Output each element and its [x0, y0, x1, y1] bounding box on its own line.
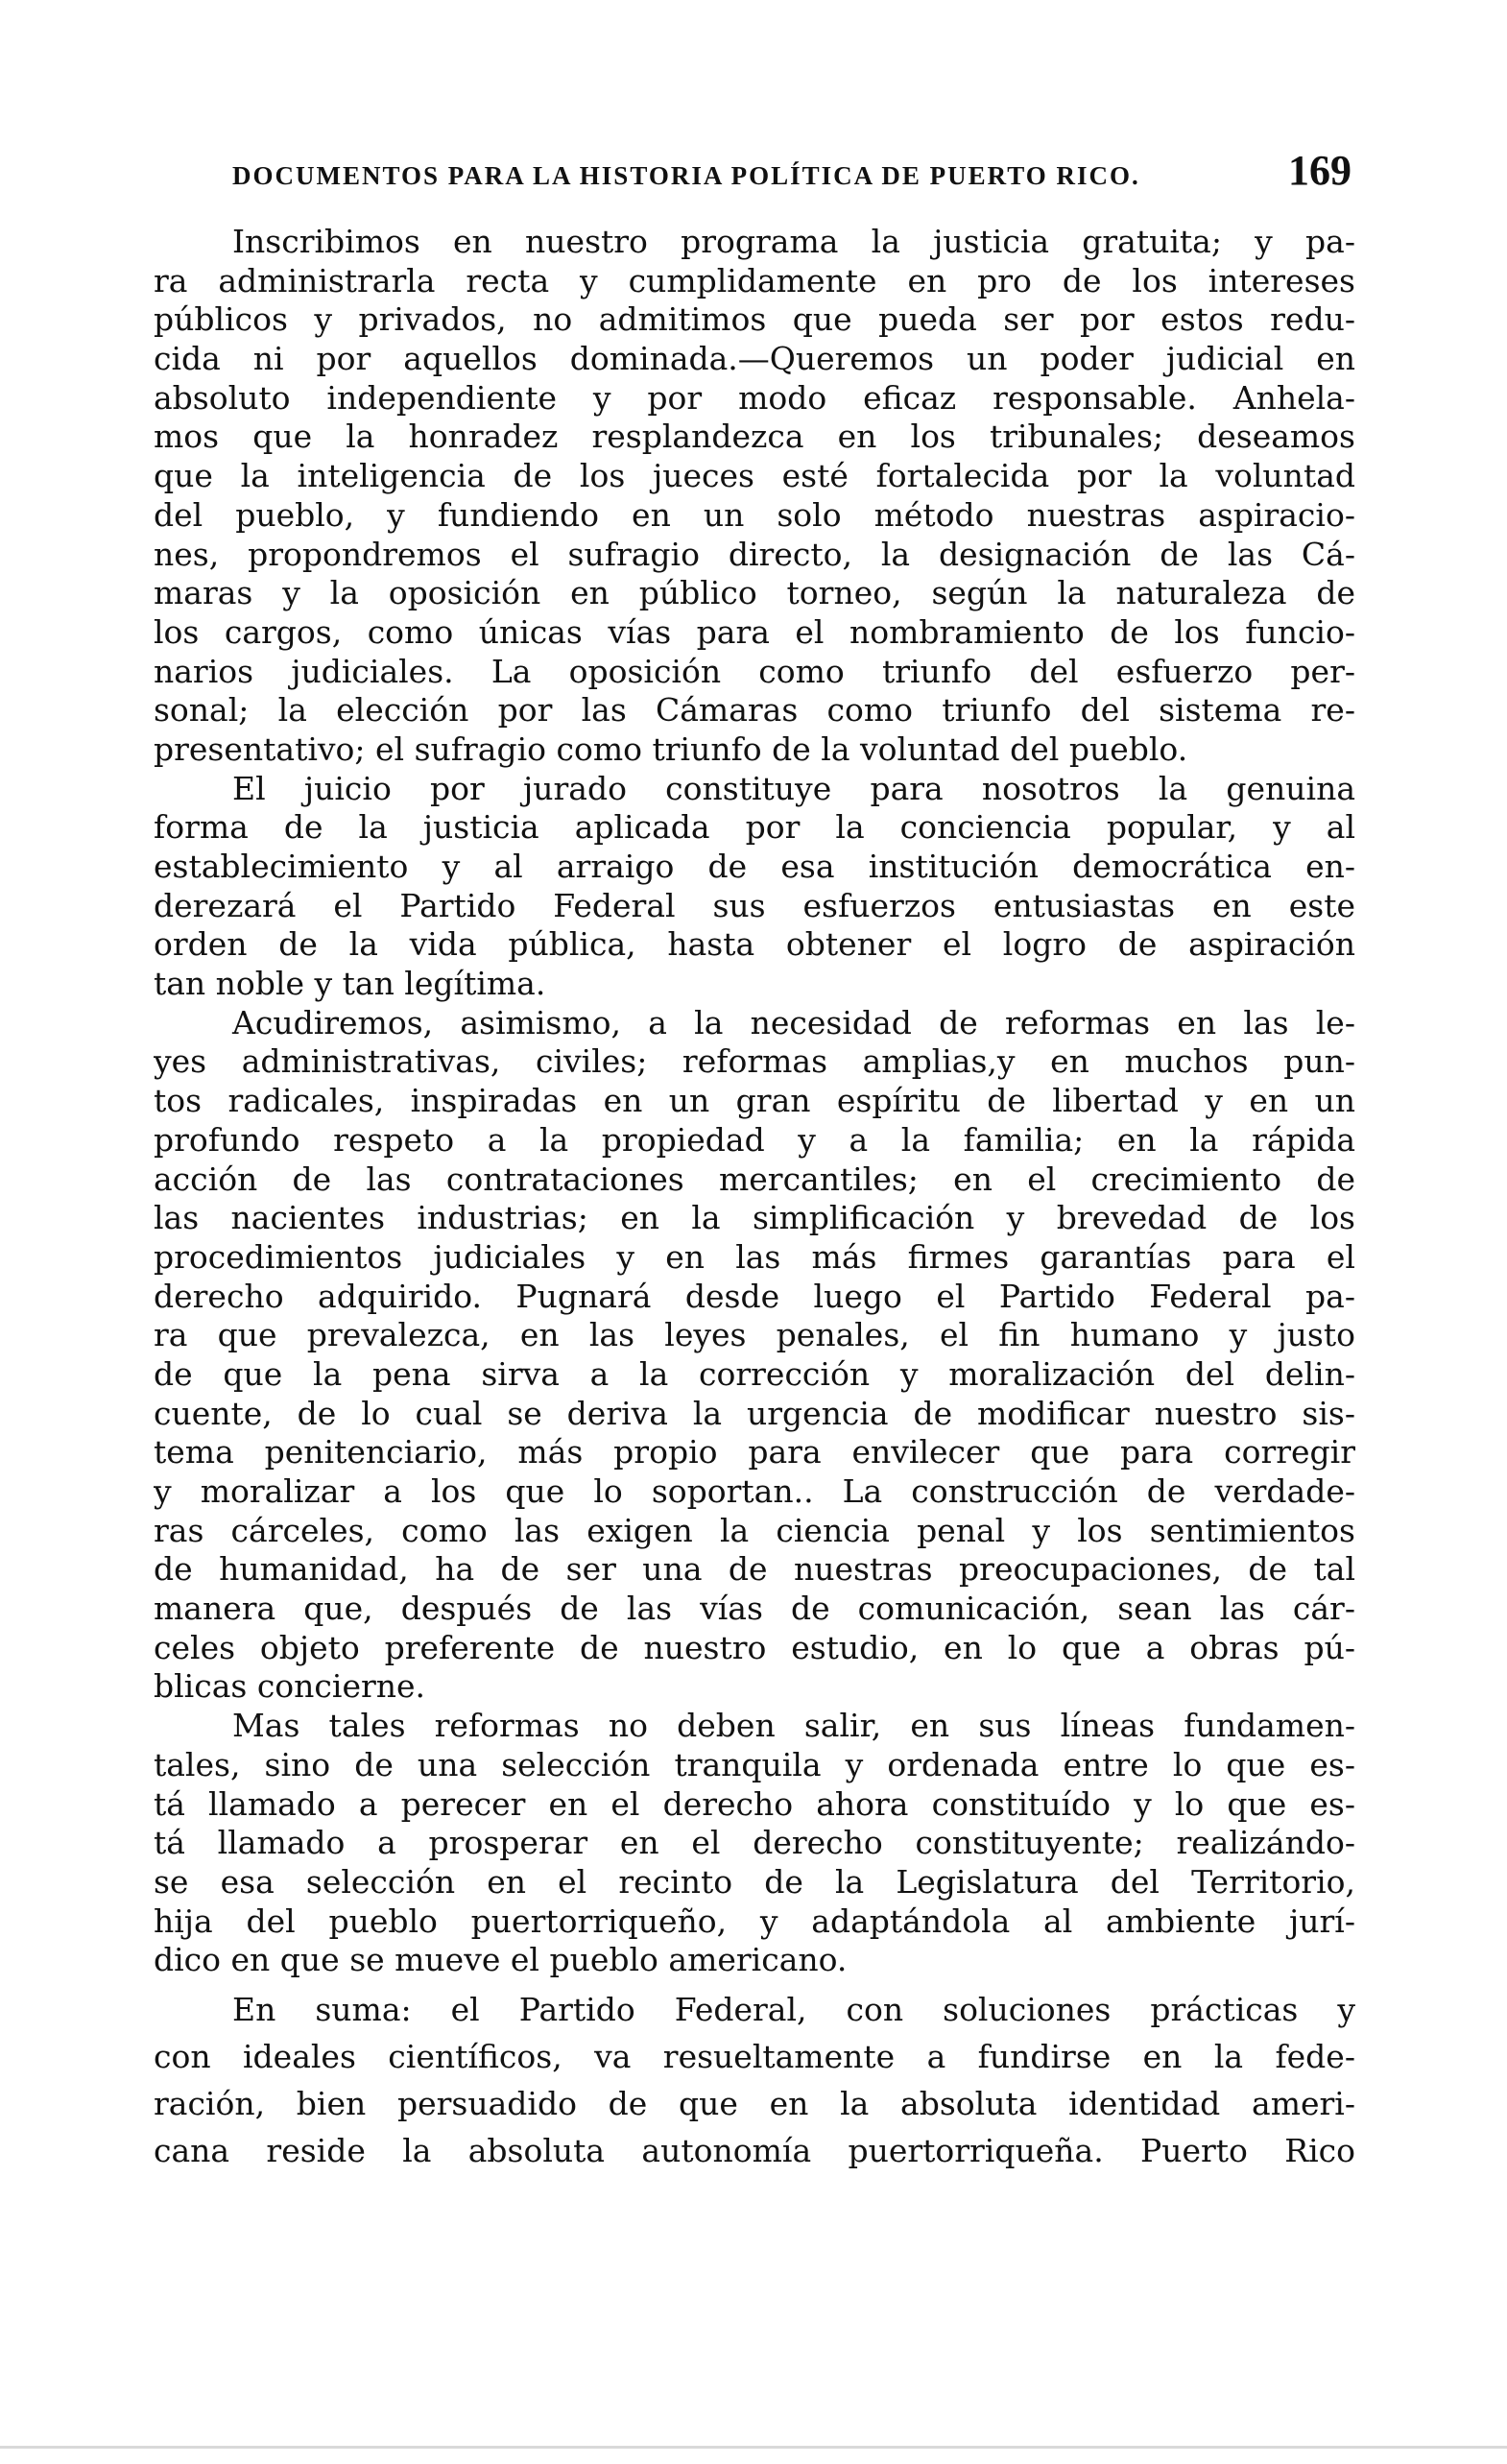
paragraph-seleccion: [154, 1707, 1355, 1980]
text-line: celes objeto preferente de nuestro estudio, en lo que a obras pú-: [154, 1628, 1355, 1666]
text-line: maras y la oposición en público torneo, según la naturaleza de: [154, 574, 1355, 612]
paragraph-reformas: [154, 1004, 1355, 1707]
page-number: 169: [1288, 147, 1352, 194]
text-line: absoluto independiente y por modo eficaz responsable. Anhela-: [154, 378, 1355, 417]
text-line: El juicio por jurado constituye para nosotros la genuina: [232, 769, 1355, 807]
text-line: establecimiento y al arraigo de esa institución democrática en-: [154, 848, 1355, 885]
text-line: forma de la justicia aplicada por la conciencia popular, y al: [154, 808, 1355, 847]
text-line: se esa selección en el recinto de la Legislatura del Territorio,: [154, 1862, 1355, 1901]
text-line: tales, sino de una selección tranquila y ordenada entre lo que es-: [154, 1745, 1355, 1783]
text-line: del pueblo, y fundiendo en un solo método nuestras aspiracio-: [154, 495, 1355, 534]
text-line: las nacientes industrias; en la simplificación y brevedad de los: [154, 1199, 1355, 1237]
text-line: derecho adquirido. Pugnará desde luego el Partido Federal pa-: [154, 1277, 1355, 1315]
body-text: [154, 223, 1355, 2411]
paragraph-justicia-gratuita: [154, 223, 1355, 770]
text-line: tema penitenciario, más propio para envilecer que para corregir: [154, 1433, 1355, 1471]
scan-bottom-edge: [0, 2446, 1507, 2449]
text-line: tos radicales, inspiradas en un gran espíritu de libertad y en un: [154, 1082, 1355, 1120]
text-line: narios judiciales. La oposición como triunfo del esfuerzo per-: [154, 652, 1355, 690]
text-line: ras cárceles, como las exigen la ciencia penal y los sentimientos: [154, 1511, 1355, 1549]
text-line: ración, bien persuadido de que en la absoluta identidad ameri-: [154, 2084, 1355, 2122]
text-line: los cargos, como únicas vías para el nombramiento de los funcio-: [154, 612, 1355, 651]
text-line: cana reside la absoluta autonomía puertorriqueña. Puerto Rico: [154, 2131, 1355, 2169]
text-line: profundo respeto a la propiedad y a la familia; en la rápida: [154, 1120, 1355, 1159]
text-line: ra que prevalezca, en las leyes penales, el fin humano y justo: [154, 1316, 1355, 1354]
text-line: procedimientos judiciales y en las más firmes garantías para el: [154, 1237, 1355, 1276]
text-line: tá llamado a perecer en el derecho ahora constituído y lo que es-: [154, 1784, 1355, 1823]
text-line: sonal; la elección por las Cámaras como triunfo del sistema re-: [154, 691, 1355, 730]
text-line: En suma: el Partido Federal, con soluciones prácticas y: [232, 1990, 1355, 2028]
text-line: acción de las contrataciones mercantiles; en el crecimiento de: [154, 1160, 1355, 1198]
text-line: de que la pena sirva a la corrección y moralización del delin-: [154, 1354, 1355, 1393]
paragraph-juicio-por-jurado: [154, 770, 1355, 1004]
running-head: [232, 146, 1352, 194]
text-line: Acudiremos, asimismo, a la necesidad de reformas en las le-: [232, 1003, 1355, 1041]
text-line: ra administrarla recta y cumplidamente en pro de los intereses: [154, 261, 1355, 299]
text-line: cuente, de lo cual se deriva la urgencia de modificar nuestro sis-: [154, 1394, 1355, 1432]
text-line: públicos y privados, no admitimos que pueda ser por estos redu-: [154, 300, 1355, 339]
text-line: dico en que se mueve el pueblo americano.: [154, 1941, 848, 1979]
text-line: tá llamado a prosperar en el derecho constituyente; realizándo-: [154, 1824, 1355, 1862]
text-line: cida ni por aquellos dominada.—Queremos un poder judicial en: [154, 340, 1355, 378]
text-line: derezará el Partido Federal sus esfuerzos entusiastas en este: [154, 886, 1355, 924]
running-title: DOCUMENTOS PARA LA HISTORIA POLÍTICA DE PUERTO RICO.: [232, 161, 1140, 190]
text-line: Inscribimos en nuestro programa la justicia gratuita; y pa-: [232, 223, 1355, 260]
text-line: nes, propondremos el sufragio directo, la designación de las Cá-: [154, 535, 1355, 573]
text-line: presentativo; el sufragio como triunfo de la voluntad del pueblo.: [154, 730, 1188, 768]
text-line: que la inteligencia de los jueces esté fortalecida por la voluntad: [154, 457, 1355, 495]
text-line: y moralizar a los que lo soportan.. La construcción de verdade-: [154, 1472, 1355, 1510]
text-line: mos que la honradez resplandezca en los tribunales; deseamos: [154, 418, 1355, 456]
text-line: de humanidad, ha de ser una de nuestras preocupaciones, de tal: [154, 1550, 1355, 1589]
text-line: orden de la vida pública, hasta obtener el logro de aspiración: [154, 925, 1355, 964]
text-line: manera que, después de las vías de comunicación, sean las cár-: [154, 1590, 1355, 1628]
text-line: hija del pueblo puertorriqueño, y adaptándola al ambiente jurí-: [154, 1902, 1355, 1940]
text-line: blicas concierne.: [154, 1667, 426, 1706]
text-line: Mas tales reformas no deben salir, en sus líneas fundamen-: [232, 1707, 1355, 1745]
text-line: yes administrativas, civiles; reformas amplias,y en muchos pun-: [154, 1042, 1355, 1081]
paragraph-en-suma: [154, 1986, 1355, 2174]
text-line: con ideales científicos, va resueltamente a fundirse en la fede-: [154, 2037, 1355, 2075]
text-line: tan noble y tan legítima.: [154, 965, 546, 1003]
